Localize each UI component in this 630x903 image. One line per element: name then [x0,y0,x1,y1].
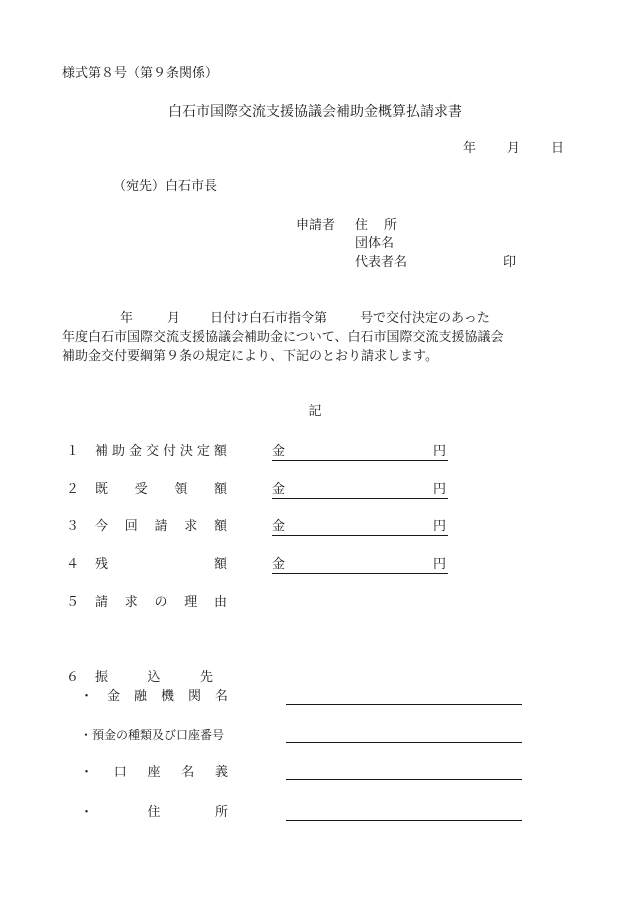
item-2-number: ２ [66,482,80,497]
address-label-2: 所 [384,218,398,233]
account-holder-label: ・ 口 座 名 義 [80,765,228,780]
bank-name-field[interactable] [286,703,522,705]
item-2-label: 既 受 領 額 [95,482,227,497]
item-1-number: １ [66,444,80,459]
item-3-number: ３ [66,519,80,534]
body-decision: 号で交付決定のあった [360,311,490,326]
item-5-number: ５ [66,595,80,610]
item-4-label: 残 額 [95,557,227,572]
ki-heading: 記 [308,404,322,419]
body-year: 年 [120,311,134,326]
account-type-number-field[interactable] [286,741,522,743]
item-5-label: 請 求 の 理 由 [95,595,227,610]
addressee: （宛先）白石市長 [113,179,218,194]
date-month-label: 月 [507,141,521,156]
body-line-2: 年度白石市国際交流支援協議会補助金について、白石市国際交流支援協議会 [62,330,504,345]
account-holder-field[interactable] [286,778,522,780]
item-6-label: 振 込 先 [95,670,213,685]
document-title: 白石市国際交流支援協議会補助金概算払請求書 [168,104,462,120]
item-1-amount-field[interactable]: 金 円 [272,444,446,459]
holder-address-label: ・ 住 所 [80,805,228,820]
representative-label: 代表者名 [355,255,408,270]
item-1-label: 補 助 金 交 付 決 定 額 [95,444,227,459]
group-name-label: 団体名 [355,236,395,251]
address-label-1: 住 [355,218,369,233]
item-4-number: ４ [66,557,80,572]
item-3-label: 今 回 請 求 額 [95,519,227,534]
date-year-label: 年 [463,141,477,156]
item-6-number: ６ [66,670,80,685]
item-3-amount-field[interactable]: 金 円 [272,519,446,534]
holder-address-field[interactable] [286,819,522,821]
applicant-label: 申請者 [296,218,336,233]
seal-mark: 印 [503,255,517,270]
body-month: 月 [167,311,181,326]
item-4-amount-field[interactable]: 金 円 [272,557,446,572]
bank-name-label: ・ 金 融 機 関 名 [80,689,228,704]
form-number: 様式第８号（第９条関係） [62,66,219,81]
item-2-amount-field[interactable]: 金 円 [272,482,446,497]
date-day-label: 日 [551,141,565,156]
body-day-directive: 日付け白石市指令第 [210,311,328,326]
body-line-3: 補助金交付要綱第９条の規定により、下記のとおり請求します。 [62,349,438,364]
account-type-number-label: ・預金の種類及び口座番号 [80,728,225,742]
